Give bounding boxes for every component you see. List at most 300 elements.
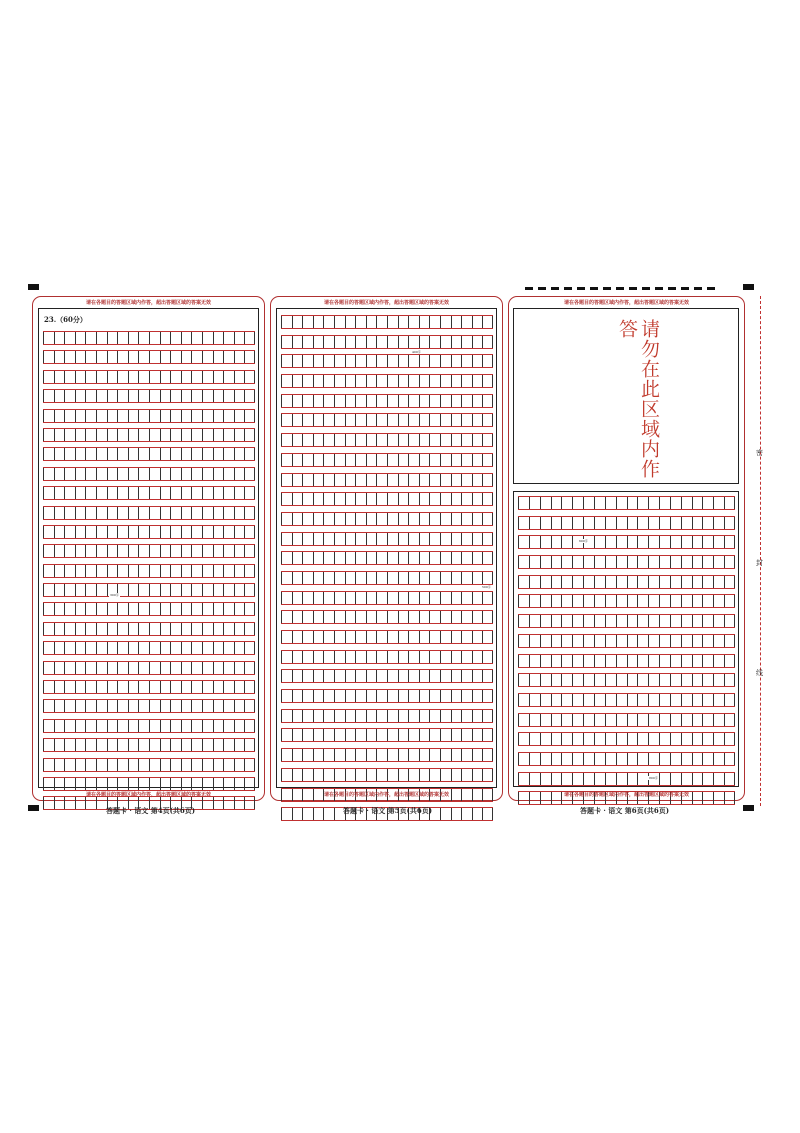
grid-cell[interactable] (138, 487, 149, 499)
grid-cell[interactable] (138, 351, 149, 363)
grid-cell[interactable] (594, 714, 605, 726)
grid-cell[interactable] (376, 395, 387, 407)
grid-cell[interactable] (461, 651, 472, 663)
grid-cell[interactable] (149, 487, 160, 499)
grid-cell[interactable] (451, 749, 462, 761)
grid-cell[interactable] (472, 513, 483, 525)
grid-cell[interactable] (572, 576, 583, 588)
grid-cell[interactable] (202, 526, 213, 538)
grid-cell[interactable] (323, 513, 334, 525)
grid-cell[interactable] (713, 694, 724, 706)
grid-cell[interactable] (429, 710, 440, 722)
grid-cell[interactable] (313, 572, 324, 584)
grid-cell[interactable] (96, 487, 107, 499)
grid-cell[interactable] (429, 611, 440, 623)
grid-cell[interactable] (419, 395, 430, 407)
grid-cell[interactable] (75, 739, 86, 751)
grid-cell[interactable] (323, 670, 334, 682)
grid-cell[interactable] (366, 493, 377, 505)
grid-cell[interactable] (244, 662, 255, 674)
grid-cell[interactable] (75, 565, 86, 577)
grid-cell[interactable] (692, 517, 703, 529)
grid-cell[interactable] (702, 497, 713, 509)
grid-cell[interactable] (96, 526, 107, 538)
grid-cell[interactable] (355, 336, 366, 348)
grid-cell[interactable] (213, 797, 224, 809)
grid-cell[interactable] (451, 355, 462, 367)
grid-cell[interactable] (724, 576, 735, 588)
grid-cell[interactable] (398, 670, 409, 682)
grid-cell[interactable] (529, 615, 540, 627)
grid-cell[interactable] (594, 655, 605, 667)
grid-cell[interactable] (376, 749, 387, 761)
grid-cell[interactable] (681, 635, 692, 647)
grid-cell[interactable] (128, 507, 139, 519)
grid-cell[interactable] (376, 769, 387, 781)
grid-cell[interactable] (213, 681, 224, 693)
grid-cell[interactable] (234, 507, 245, 519)
grid-cell[interactable] (461, 631, 472, 643)
grid-cell[interactable] (518, 694, 529, 706)
grid-cell[interactable] (191, 565, 202, 577)
grid-cell[interactable] (313, 336, 324, 348)
grid-cell[interactable] (408, 454, 419, 466)
grid-cell[interactable] (461, 414, 472, 426)
grid-cell[interactable] (583, 517, 594, 529)
grid-cell[interactable] (223, 603, 234, 615)
grid-cell[interactable] (713, 517, 724, 529)
grid-cell[interactable] (366, 631, 377, 643)
grid-cell[interactable] (292, 572, 303, 584)
grid-cell[interactable] (64, 487, 75, 499)
grid-cell[interactable] (376, 729, 387, 741)
grid-cell[interactable] (96, 739, 107, 751)
grid-cell[interactable] (681, 615, 692, 627)
grid-cell[interactable] (482, 493, 493, 505)
grid-cell[interactable] (160, 448, 171, 460)
grid-cell[interactable] (345, 690, 356, 702)
grid-cell[interactable] (398, 749, 409, 761)
grid-cell[interactable] (355, 493, 366, 505)
grid-cell[interactable] (302, 631, 313, 643)
grid-cell[interactable] (117, 351, 128, 363)
grid-cell[interactable] (702, 733, 713, 745)
grid-cell[interactable] (170, 603, 181, 615)
grid-cell[interactable] (64, 429, 75, 441)
grid-cell[interactable] (160, 778, 171, 790)
grid-cell[interactable] (54, 410, 65, 422)
grid-cell[interactable] (64, 700, 75, 712)
grid-cell[interactable] (692, 536, 703, 548)
grid-cell[interactable] (551, 536, 562, 548)
grid-cell[interactable] (529, 733, 540, 745)
grid-cell[interactable] (472, 749, 483, 761)
grid-cell[interactable] (724, 497, 735, 509)
grid-cell[interactable] (440, 749, 451, 761)
grid-cell[interactable] (440, 552, 451, 564)
grid-cell[interactable] (244, 351, 255, 363)
grid-cell[interactable] (616, 576, 627, 588)
grid-cell[interactable] (583, 773, 594, 785)
grid-cell[interactable] (408, 611, 419, 623)
grid-cell[interactable] (461, 454, 472, 466)
grid-cell[interactable] (85, 351, 96, 363)
grid-cell[interactable] (605, 733, 616, 745)
grid-cell[interactable] (292, 710, 303, 722)
grid-cell[interactable] (681, 773, 692, 785)
grid-cell[interactable] (149, 681, 160, 693)
grid-cell[interactable] (191, 662, 202, 674)
grid-cell[interactable] (54, 448, 65, 460)
grid-cell[interactable] (43, 390, 54, 402)
grid-cell[interactable] (681, 674, 692, 686)
grid-cell[interactable] (648, 517, 659, 529)
grid-cell[interactable] (408, 729, 419, 741)
grid-cell[interactable] (724, 674, 735, 686)
grid-cell[interactable] (334, 454, 345, 466)
grid-cell[interactable] (313, 769, 324, 781)
grid-cell[interactable] (54, 545, 65, 557)
grid-cell[interactable] (213, 351, 224, 363)
grid-cell[interactable] (64, 507, 75, 519)
grid-cell[interactable] (681, 576, 692, 588)
grid-cell[interactable] (594, 733, 605, 745)
grid-cell[interactable] (54, 429, 65, 441)
grid-cell[interactable] (292, 670, 303, 682)
grid-cell[interactable] (334, 414, 345, 426)
grid-cell[interactable] (605, 536, 616, 548)
grid-cell[interactable] (659, 753, 670, 765)
grid-cell[interactable] (408, 769, 419, 781)
grid-cell[interactable] (551, 674, 562, 686)
grid-cell[interactable] (561, 773, 572, 785)
grid-cell[interactable] (64, 759, 75, 771)
grid-cell[interactable] (429, 454, 440, 466)
grid-cell[interactable] (181, 468, 192, 480)
grid-cell[interactable] (681, 694, 692, 706)
grid-cell[interactable] (583, 595, 594, 607)
grid-cell[interactable] (670, 655, 681, 667)
grid-cell[interactable] (107, 390, 118, 402)
grid-cell[interactable] (627, 635, 638, 647)
grid-cell[interactable] (160, 681, 171, 693)
grid-cell[interactable] (244, 797, 255, 809)
grid-cell[interactable] (54, 681, 65, 693)
grid-cell[interactable] (681, 497, 692, 509)
grid-cell[interactable] (440, 434, 451, 446)
grid-cell[interactable] (518, 674, 529, 686)
grid-cell[interactable] (482, 690, 493, 702)
grid-cell[interactable] (472, 533, 483, 545)
grid-cell[interactable] (345, 749, 356, 761)
grid-cell[interactable] (313, 513, 324, 525)
grid-cell[interactable] (75, 623, 86, 635)
grid-cell[interactable] (128, 410, 139, 422)
grid-cell[interactable] (75, 371, 86, 383)
grid-cell[interactable] (482, 729, 493, 741)
grid-cell[interactable] (323, 336, 334, 348)
grid-cell[interactable] (334, 316, 345, 328)
grid-cell[interactable] (702, 517, 713, 529)
grid-cell[interactable] (244, 603, 255, 615)
grid-cell[interactable] (334, 493, 345, 505)
grid-cell[interactable] (419, 434, 430, 446)
grid-cell[interactable] (594, 595, 605, 607)
grid-cell[interactable] (419, 316, 430, 328)
grid-cell[interactable] (128, 662, 139, 674)
grid-cell[interactable] (472, 316, 483, 328)
grid-cell[interactable] (75, 759, 86, 771)
grid-cell[interactable] (376, 552, 387, 564)
grid-cell[interactable] (659, 733, 670, 745)
grid-cell[interactable] (302, 552, 313, 564)
grid-cell[interactable] (583, 635, 594, 647)
grid-cell[interactable] (302, 808, 313, 820)
grid-cell[interactable] (138, 642, 149, 654)
grid-cell[interactable] (451, 572, 462, 584)
grid-cell[interactable] (366, 336, 377, 348)
grid-cell[interactable] (223, 468, 234, 480)
grid-cell[interactable] (160, 468, 171, 480)
grid-cell[interactable] (648, 635, 659, 647)
grid-cell[interactable] (518, 595, 529, 607)
grid-cell[interactable] (398, 729, 409, 741)
grid-cell[interactable] (451, 533, 462, 545)
grid-cell[interactable] (160, 545, 171, 557)
grid-cell[interactable] (75, 448, 86, 460)
grid-cell[interactable] (223, 623, 234, 635)
grid-cell[interactable] (419, 375, 430, 387)
grid-cell[interactable] (724, 595, 735, 607)
grid-cell[interactable] (429, 533, 440, 545)
grid-cell[interactable] (670, 694, 681, 706)
grid-cell[interactable] (223, 487, 234, 499)
grid-cell[interactable] (107, 603, 118, 615)
grid-cell[interactable] (292, 434, 303, 446)
grid-cell[interactable] (572, 655, 583, 667)
grid-cell[interactable] (202, 739, 213, 751)
grid-cell[interactable] (529, 635, 540, 647)
grid-cell[interactable] (292, 375, 303, 387)
grid-cell[interactable] (281, 710, 292, 722)
grid-cell[interactable] (440, 808, 451, 820)
grid-cell[interactable] (334, 631, 345, 643)
grid-cell[interactable] (376, 493, 387, 505)
grid-cell[interactable] (594, 497, 605, 509)
grid-cell[interactable] (724, 773, 735, 785)
grid-cell[interactable] (724, 615, 735, 627)
grid-cell[interactable] (64, 351, 75, 363)
grid-cell[interactable] (429, 690, 440, 702)
grid-cell[interactable] (160, 332, 171, 344)
grid-cell[interactable] (170, 351, 181, 363)
grid-cell[interactable] (408, 690, 419, 702)
grid-cell[interactable] (692, 595, 703, 607)
grid-cell[interactable] (670, 753, 681, 765)
grid-cell[interactable] (181, 720, 192, 732)
grid-cell[interactable] (366, 552, 377, 564)
grid-cell[interactable] (419, 533, 430, 545)
grid-cell[interactable] (160, 584, 171, 596)
grid-cell[interactable] (387, 651, 398, 663)
grid-cell[interactable] (376, 434, 387, 446)
grid-cell[interactable] (440, 316, 451, 328)
grid-cell[interactable] (202, 545, 213, 557)
grid-cell[interactable] (637, 497, 648, 509)
grid-cell[interactable] (482, 631, 493, 643)
grid-cell[interactable] (366, 710, 377, 722)
grid-cell[interactable] (429, 493, 440, 505)
grid-cell[interactable] (117, 623, 128, 635)
grid-cell[interactable] (43, 584, 54, 596)
grid-cell[interactable] (281, 631, 292, 643)
grid-cell[interactable] (605, 497, 616, 509)
grid-cell[interactable] (461, 316, 472, 328)
grid-cell[interactable] (398, 611, 409, 623)
grid-cell[interactable] (627, 733, 638, 745)
grid-cell[interactable] (659, 655, 670, 667)
grid-cell[interactable] (482, 710, 493, 722)
grid-cell[interactable] (440, 769, 451, 781)
grid-cell[interactable] (583, 615, 594, 627)
grid-cell[interactable] (64, 662, 75, 674)
grid-cell[interactable] (355, 690, 366, 702)
grid-cell[interactable] (472, 690, 483, 702)
grid-cell[interactable] (96, 507, 107, 519)
grid-cell[interactable] (43, 371, 54, 383)
grid-cell[interactable] (429, 572, 440, 584)
grid-cell[interactable] (281, 474, 292, 486)
grid-cell[interactable] (627, 615, 638, 627)
grid-cell[interactable] (107, 448, 118, 460)
grid-cell[interactable] (128, 720, 139, 732)
grid-cell[interactable] (281, 670, 292, 682)
grid-cell[interactable] (302, 710, 313, 722)
grid-cell[interactable] (637, 733, 648, 745)
grid-cell[interactable] (605, 753, 616, 765)
grid-cell[interactable] (75, 429, 86, 441)
grid-cell[interactable] (366, 651, 377, 663)
grid-cell[interactable] (334, 710, 345, 722)
grid-cell[interactable] (376, 355, 387, 367)
grid-cell[interactable] (43, 778, 54, 790)
grid-cell[interactable] (96, 623, 107, 635)
grid-cell[interactable] (223, 565, 234, 577)
grid-cell[interactable] (75, 584, 86, 596)
grid-cell[interactable] (366, 749, 377, 761)
grid-cell[interactable] (461, 513, 472, 525)
grid-cell[interactable] (616, 773, 627, 785)
grid-cell[interactable] (702, 655, 713, 667)
grid-cell[interactable] (518, 517, 529, 529)
grid-cell[interactable] (670, 497, 681, 509)
grid-cell[interactable] (117, 487, 128, 499)
grid-cell[interactable] (223, 371, 234, 383)
grid-cell[interactable] (334, 572, 345, 584)
grid-cell[interactable] (244, 642, 255, 654)
grid-cell[interactable] (594, 576, 605, 588)
grid-cell[interactable] (234, 797, 245, 809)
grid-cell[interactable] (160, 390, 171, 402)
grid-cell[interactable] (234, 662, 245, 674)
grid-cell[interactable] (323, 611, 334, 623)
grid-cell[interactable] (551, 635, 562, 647)
grid-cell[interactable] (281, 316, 292, 328)
grid-cell[interactable] (223, 584, 234, 596)
grid-cell[interactable] (223, 390, 234, 402)
grid-cell[interactable] (75, 526, 86, 538)
grid-cell[interactable] (583, 694, 594, 706)
grid-cell[interactable] (482, 592, 493, 604)
grid-cell[interactable] (482, 572, 493, 584)
grid-cell[interactable] (429, 414, 440, 426)
grid-cell[interactable] (572, 674, 583, 686)
grid-cell[interactable] (138, 623, 149, 635)
grid-cell[interactable] (138, 429, 149, 441)
grid-cell[interactable] (244, 700, 255, 712)
grid-cell[interactable] (191, 487, 202, 499)
grid-cell[interactable] (149, 429, 160, 441)
grid-cell[interactable] (387, 474, 398, 486)
grid-cell[interactable] (440, 690, 451, 702)
grid-cell[interactable] (387, 670, 398, 682)
grid-cell[interactable] (648, 536, 659, 548)
grid-cell[interactable] (551, 517, 562, 529)
grid-cell[interactable] (138, 720, 149, 732)
grid-cell[interactable] (85, 487, 96, 499)
grid-cell[interactable] (398, 631, 409, 643)
grid-cell[interactable] (605, 576, 616, 588)
grid-cell[interactable] (170, 410, 181, 422)
grid-cell[interactable] (366, 474, 377, 486)
grid-cell[interactable] (376, 651, 387, 663)
grid-cell[interactable] (85, 642, 96, 654)
grid-cell[interactable] (355, 316, 366, 328)
grid-cell[interactable] (702, 615, 713, 627)
grid-cell[interactable] (149, 526, 160, 538)
grid-cell[interactable] (117, 700, 128, 712)
grid-cell[interactable] (281, 690, 292, 702)
grid-cell[interactable] (128, 545, 139, 557)
grid-cell[interactable] (43, 351, 54, 363)
grid-cell[interactable] (223, 720, 234, 732)
grid-cell[interactable] (117, 720, 128, 732)
grid-cell[interactable] (551, 694, 562, 706)
grid-cell[interactable] (96, 468, 107, 480)
grid-cell[interactable] (107, 429, 118, 441)
grid-cell[interactable] (529, 497, 540, 509)
grid-cell[interactable] (302, 592, 313, 604)
grid-cell[interactable] (440, 611, 451, 623)
grid-cell[interactable] (670, 595, 681, 607)
grid-cell[interactable] (387, 769, 398, 781)
grid-cell[interactable] (419, 631, 430, 643)
grid-cell[interactable] (461, 769, 472, 781)
grid-cell[interactable] (345, 414, 356, 426)
grid-cell[interactable] (202, 468, 213, 480)
grid-cell[interactable] (398, 552, 409, 564)
grid-cell[interactable] (355, 729, 366, 741)
grid-cell[interactable] (659, 497, 670, 509)
grid-cell[interactable] (472, 572, 483, 584)
grid-cell[interactable] (616, 497, 627, 509)
grid-cell[interactable] (85, 448, 96, 460)
grid-cell[interactable] (440, 474, 451, 486)
grid-cell[interactable] (419, 769, 430, 781)
grid-cell[interactable] (107, 778, 118, 790)
grid-cell[interactable] (313, 552, 324, 564)
grid-cell[interactable] (334, 434, 345, 446)
